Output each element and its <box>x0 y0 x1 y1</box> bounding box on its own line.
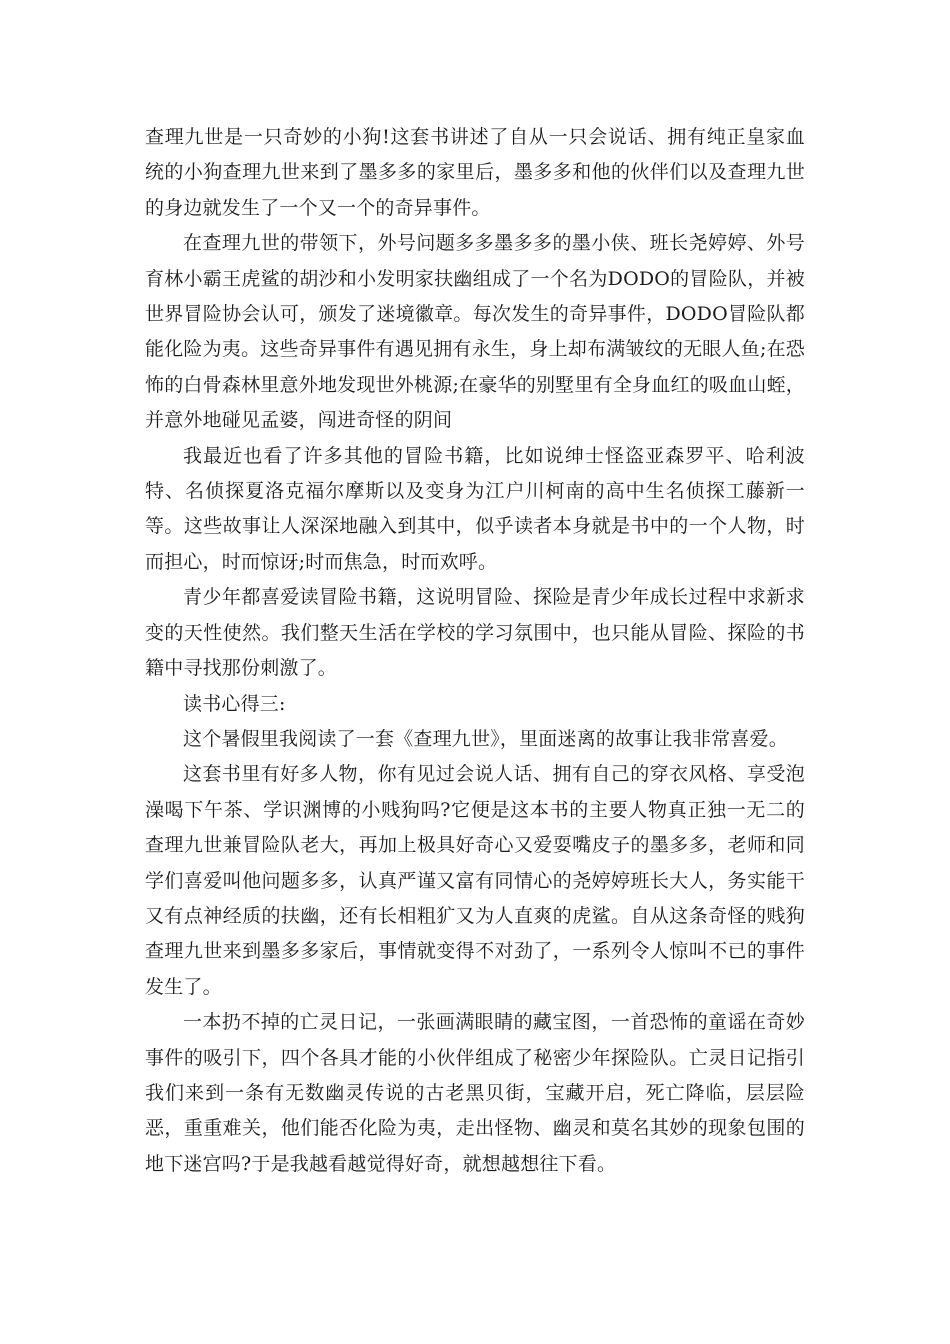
document-body <box>145 120 805 1182</box>
paragraph-6: 这个暑假里我阅读了一套《查理九世》，里面迷离的故事让我非常喜爱。 <box>183 727 788 750</box>
paragraph-2: 在查理九世的带领下，外号问题多多墨多多的墨小侠、班长尧婷婷、外号育林小霸王虎鲨的胡沙和小发明家扶幽组成了一个名为DODO的冒险队，并被世界冒险协会认可，颁发了迷境徽章。每次发生的奇异事件，DODO冒险队都能化险为夷。这些奇异事件有遇见拥有永生，身上却布满皱纹的无眼人鱼;在恐怖的白骨森林里意外地发现世外桃源;在豪华的别墅里有全身血红的吸血山蛭，并意外地碰见孟婆，闯进奇怪的阴间 <box>145 232 805 432</box>
paragraph-8: 一本扔不掉的亡灵日记，一张画满眼睛的藏宝图，一首恐怖的童谣在奇妙事件的吸引下，四个各具才能的小伙伴组成了秘密少年探险队。亡灵日记指引我们来到一条有无数幽灵传说的古老黑贝街，宝藏开启，死亡降临，层层险恶，重重难关，他们能否化险为夷，走出怪物、幽灵和莫名其妙的现象包围的地下迷宫吗?于是我越看越觉得好奇，就想越想往下看。 <box>145 1011 805 1175</box>
paragraph-7: 这套书里有好多人物，你有见过会说人话、拥有自己的穿衣风格、享受泡澡喝下午茶、学识渊博的小贱狗吗?它便是这本书的主要人物真正独一无二的查理九世兼冒险队老大，再加上极具好奇心又爱耍嘴皮子的墨多多，老师和同学们喜爱叫他问题多多，认真严谨又富有同情心的尧婷婷班长大人，务实能干又有点神经质的扶幽，还有长相粗犷又为人直爽的虎鲨。自从这条奇怪的贱狗查理九世来到墨多多家后，事情就变得不对劲了，一系列令人惊叫不已的事件发生了。 <box>145 763 805 998</box>
paragraph-4: 青少年都喜爱读冒险书籍，这说明冒险、探险是青少年成长过程中求新求变的天性使然。我们整天生活在学校的学习氛围中，也只能从冒险、探险的书籍中寻找那份刺激了。 <box>145 586 805 680</box>
paragraph-3: 我最近也看了许多其他的冒险书籍，比如说绅士怪盗亚森罗平、哈利波特、名侦探夏洛克福尔摩斯以及变身为江户川柯南的高中生名侦探工藤新一等。这些故事让人深深地融入到其中，似乎读者本身就是书中的一个人物，时而担心，时而惊讶;时而焦急，时而欢呼。 <box>145 444 805 573</box>
paragraph-1: 查理九世是一只奇妙的小狗!这套书讲述了自从一只会说话、拥有纯正皇家血统的小狗查理九世来到了墨多多的家里后，墨多多和他的伙伴们以及查理九世的身边就发生了一个又一个的奇异事件。 <box>145 126 805 219</box>
section-heading: 读书心得三: <box>183 692 286 715</box>
